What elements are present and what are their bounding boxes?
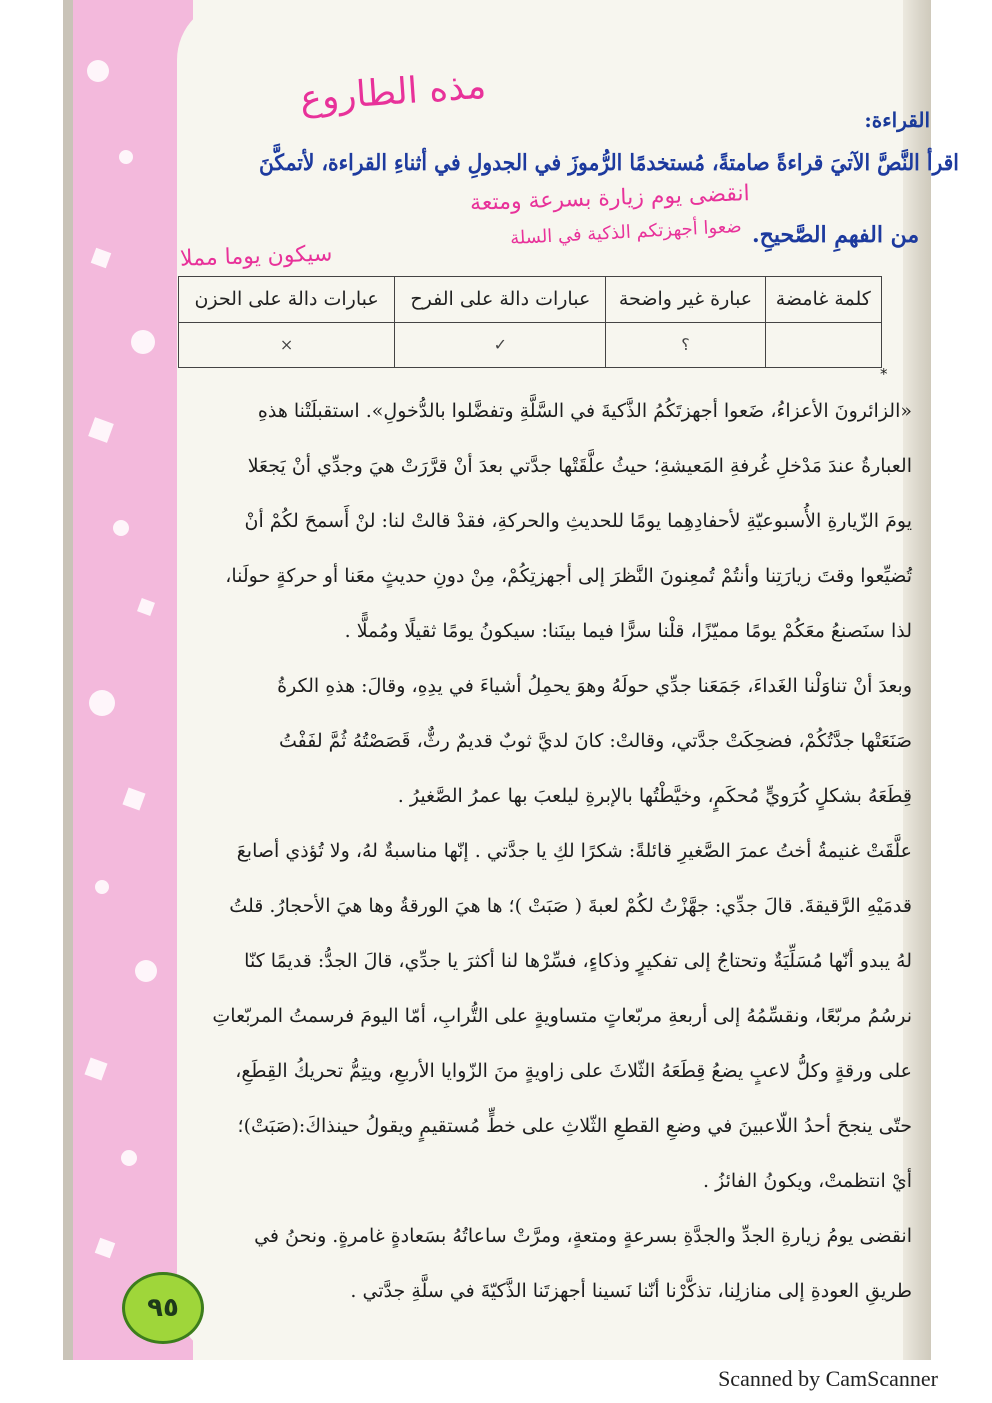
text-line: «الزائرونَ الأعزاءُ، ضَعوا أجهزتَكُمُ الذَّكيةَ في السَّلَّةِ وتفضَّلوا بالدُّخولِ». استقبلَتْنا هذهِ bbox=[257, 400, 912, 422]
text-line: وبعدَ أنْ تناوَلْنا الغَداءَ، جَمَعَنا جدِّي حولَهُ وهوَ يحمِلُ أشياءَ في يدِهِ، وقالَ: هذهِ الكرةُ bbox=[277, 675, 912, 697]
text-line: تُضيِّعوا وقتَ زيارَتِنا وأنتُمْ تُمعِنونَ النَّظرَ إلى أجهزتِكُمْ، مِنْ دونِ حديثٍ معَنا أو حركةٍ حولَنا، bbox=[225, 565, 912, 587]
text-line: قدمَيْهِ الرَّقيقةَ. قالَ جدِّي: جهَّزْتُ لكُمْ لعبةَ ( صَبَتْ )؛ ها هيَ الورقةُ وها هيَ الأحجارُ. قلتُ bbox=[229, 895, 912, 917]
symbol-cell-cross: × bbox=[179, 322, 395, 368]
band-dot bbox=[131, 330, 155, 354]
band-dot bbox=[87, 60, 109, 82]
handwritten-note-under-line-1: انقضى يوم زيارة بسرعة ومتعة bbox=[469, 181, 751, 216]
text-line: لهُ يبدو أنّها مُسَلِّيَةٌ وتحتاجُ إلى تفكيرٍ وذكاءٍ، فسِّرْها لنا أكثرَ يا جدِّي، قالَ الجدُّ: قديمًا كنّا bbox=[244, 950, 912, 972]
reading-symbols-table bbox=[178, 276, 882, 368]
table-header-cell: عبارات دالة على الحزن bbox=[179, 277, 395, 323]
text-line: أيْ انتظمتْ، ويكونُ الفائزُ . bbox=[703, 1170, 912, 1192]
text-line: علَّقَتْ غنيمةُ أختُ عمرَ الصَّغيرِ قائلةً: شكرًا لكِ يا جدَّتي . إنّها مناسبةٌ لهُ، ولا تُؤذي أصابعَ bbox=[236, 840, 912, 862]
band-square bbox=[122, 787, 145, 810]
instruction-line-2: من الفهمِ الصَّحيحِ. bbox=[752, 222, 920, 248]
section-label: القراءة: bbox=[864, 108, 930, 132]
page-number-badge: ٩٥ bbox=[122, 1272, 204, 1344]
band-dot bbox=[121, 1150, 137, 1166]
text-line: لذا سنَصنعُ معَكُمْ يومًا مميّزًا، قلْنا سرًّا فيما بينَنا: سيكونُ يومًا ثقيلًا ومُملًّا . bbox=[344, 620, 912, 642]
band-square bbox=[88, 417, 114, 443]
scanner-watermark: Scanned by CamScanner bbox=[718, 1366, 938, 1391]
symbol-cell-check: ✓ bbox=[395, 322, 606, 368]
band-dot bbox=[95, 880, 109, 894]
symbol-cell-question: ؟ bbox=[606, 322, 765, 368]
text-line: العبارةُ عندَ مَدْخلِ غُرفةِ المَعيشةِ؛ حيثُ علَّقَتْها جدَّتي بعدَ أنْ قرَّرَتْ هيَ وجدِّي أنْ يَجعَلا bbox=[247, 455, 912, 477]
table-symbol-row bbox=[179, 322, 882, 368]
band-square bbox=[137, 598, 155, 616]
band-dot bbox=[135, 960, 157, 982]
symbol-star: * bbox=[880, 365, 888, 383]
text-line: قِطَعَهُ بشكلٍ كُرَويٍّ مُحكَمٍ، وخيَّطْتُها بالإبرةِ ليلعبَ بها عمرُ الصَّغيرُ . bbox=[397, 785, 912, 807]
symbol-cell-unclear-word bbox=[765, 322, 881, 368]
handwritten-note-under-line-3: سيكون يوما مملا bbox=[179, 241, 333, 272]
text-line: صَنَعَتْها جدَّتُكُمْ، فضحِكَتْ جدَّتي، وقالتْ: كانَ لديَّ ثوبٌ قديمٌ رثٌّ، قَصَصْتُهُ ثُمَّ لفَفْتُ bbox=[278, 730, 912, 752]
table-header-cell: كلمة غامضة bbox=[765, 277, 881, 323]
band-dot bbox=[89, 690, 115, 716]
band-square bbox=[95, 1238, 116, 1259]
pink-decorative-band bbox=[73, 0, 193, 1360]
handwritten-note-under-line-2: ضعوا أجهزتكم الذكية في السلة bbox=[509, 215, 743, 250]
band-square bbox=[91, 248, 112, 269]
text-line: انقضى يومُ زيارةِ الجدِّ والجدَّةِ بسرعةٍ ومتعةٍ، ومرَّتْ ساعاتُهُ بسَعادةٍ غامرةٍ. ونحنُ في bbox=[254, 1225, 912, 1247]
band-square bbox=[84, 1057, 107, 1080]
instruction-line-1: اقرأ النَّصَّ الآتيَ قراءةً صامتةً، مُستخدمًا الرُّموزَ في الجدولِ في أثناءِ القراءة، لأتمكَّنَ bbox=[258, 150, 959, 176]
table-header-cell: عبارة غير واضحة bbox=[606, 277, 765, 323]
text-line: طريقِ العودةِ إلى منازلِنا، تذكَّرْنا أنّنا نَسينا أجهزتَنا الذَّكيّةَ في سلَّةِ جدَّتي . bbox=[350, 1280, 912, 1302]
table-header-cell: عبارات دالة على الفرح bbox=[395, 277, 606, 323]
band-dot bbox=[113, 520, 129, 536]
handwritten-note-top: مذه الطاروع bbox=[298, 65, 488, 120]
text-line: على ورقةٍ وكلُّ لاعبٍ يضعُ قِطَعَهُ الثّلاثَ على زاويةٍ منَ الزّوايا الأربعِ، ويتِمُّ تحريكُ القِطَعِ، bbox=[235, 1060, 912, 1082]
text-line: حتّى ينجحَ أحدُ اللّاعبينَ في وضعِ القطعِ الثّلاثِ على خطٍّ مُستقيمٍ ويقولُ حينذاكَ:(صَبَتْ)؛ bbox=[237, 1115, 912, 1137]
text-line: نرسُمُ مربّعًا، ونقسِّمُهُ إلى أربعةِ مربّعاتٍ متساويةٍ على التُّرابِ، أمّا اليومَ فرسمتُ المربّعاتِ bbox=[212, 1005, 912, 1027]
text-line: يومَ الزّيارةِ الأُسبوعيّةِ لأحفادِهِما يومًا للحديثِ والحركةِ، فقدْ قالتْ لنا: لنْ أَسمحَ لكُمْ أنْ bbox=[244, 510, 912, 532]
band-dot bbox=[119, 150, 133, 164]
book-edge bbox=[63, 0, 73, 1360]
table-header-row bbox=[179, 277, 882, 323]
